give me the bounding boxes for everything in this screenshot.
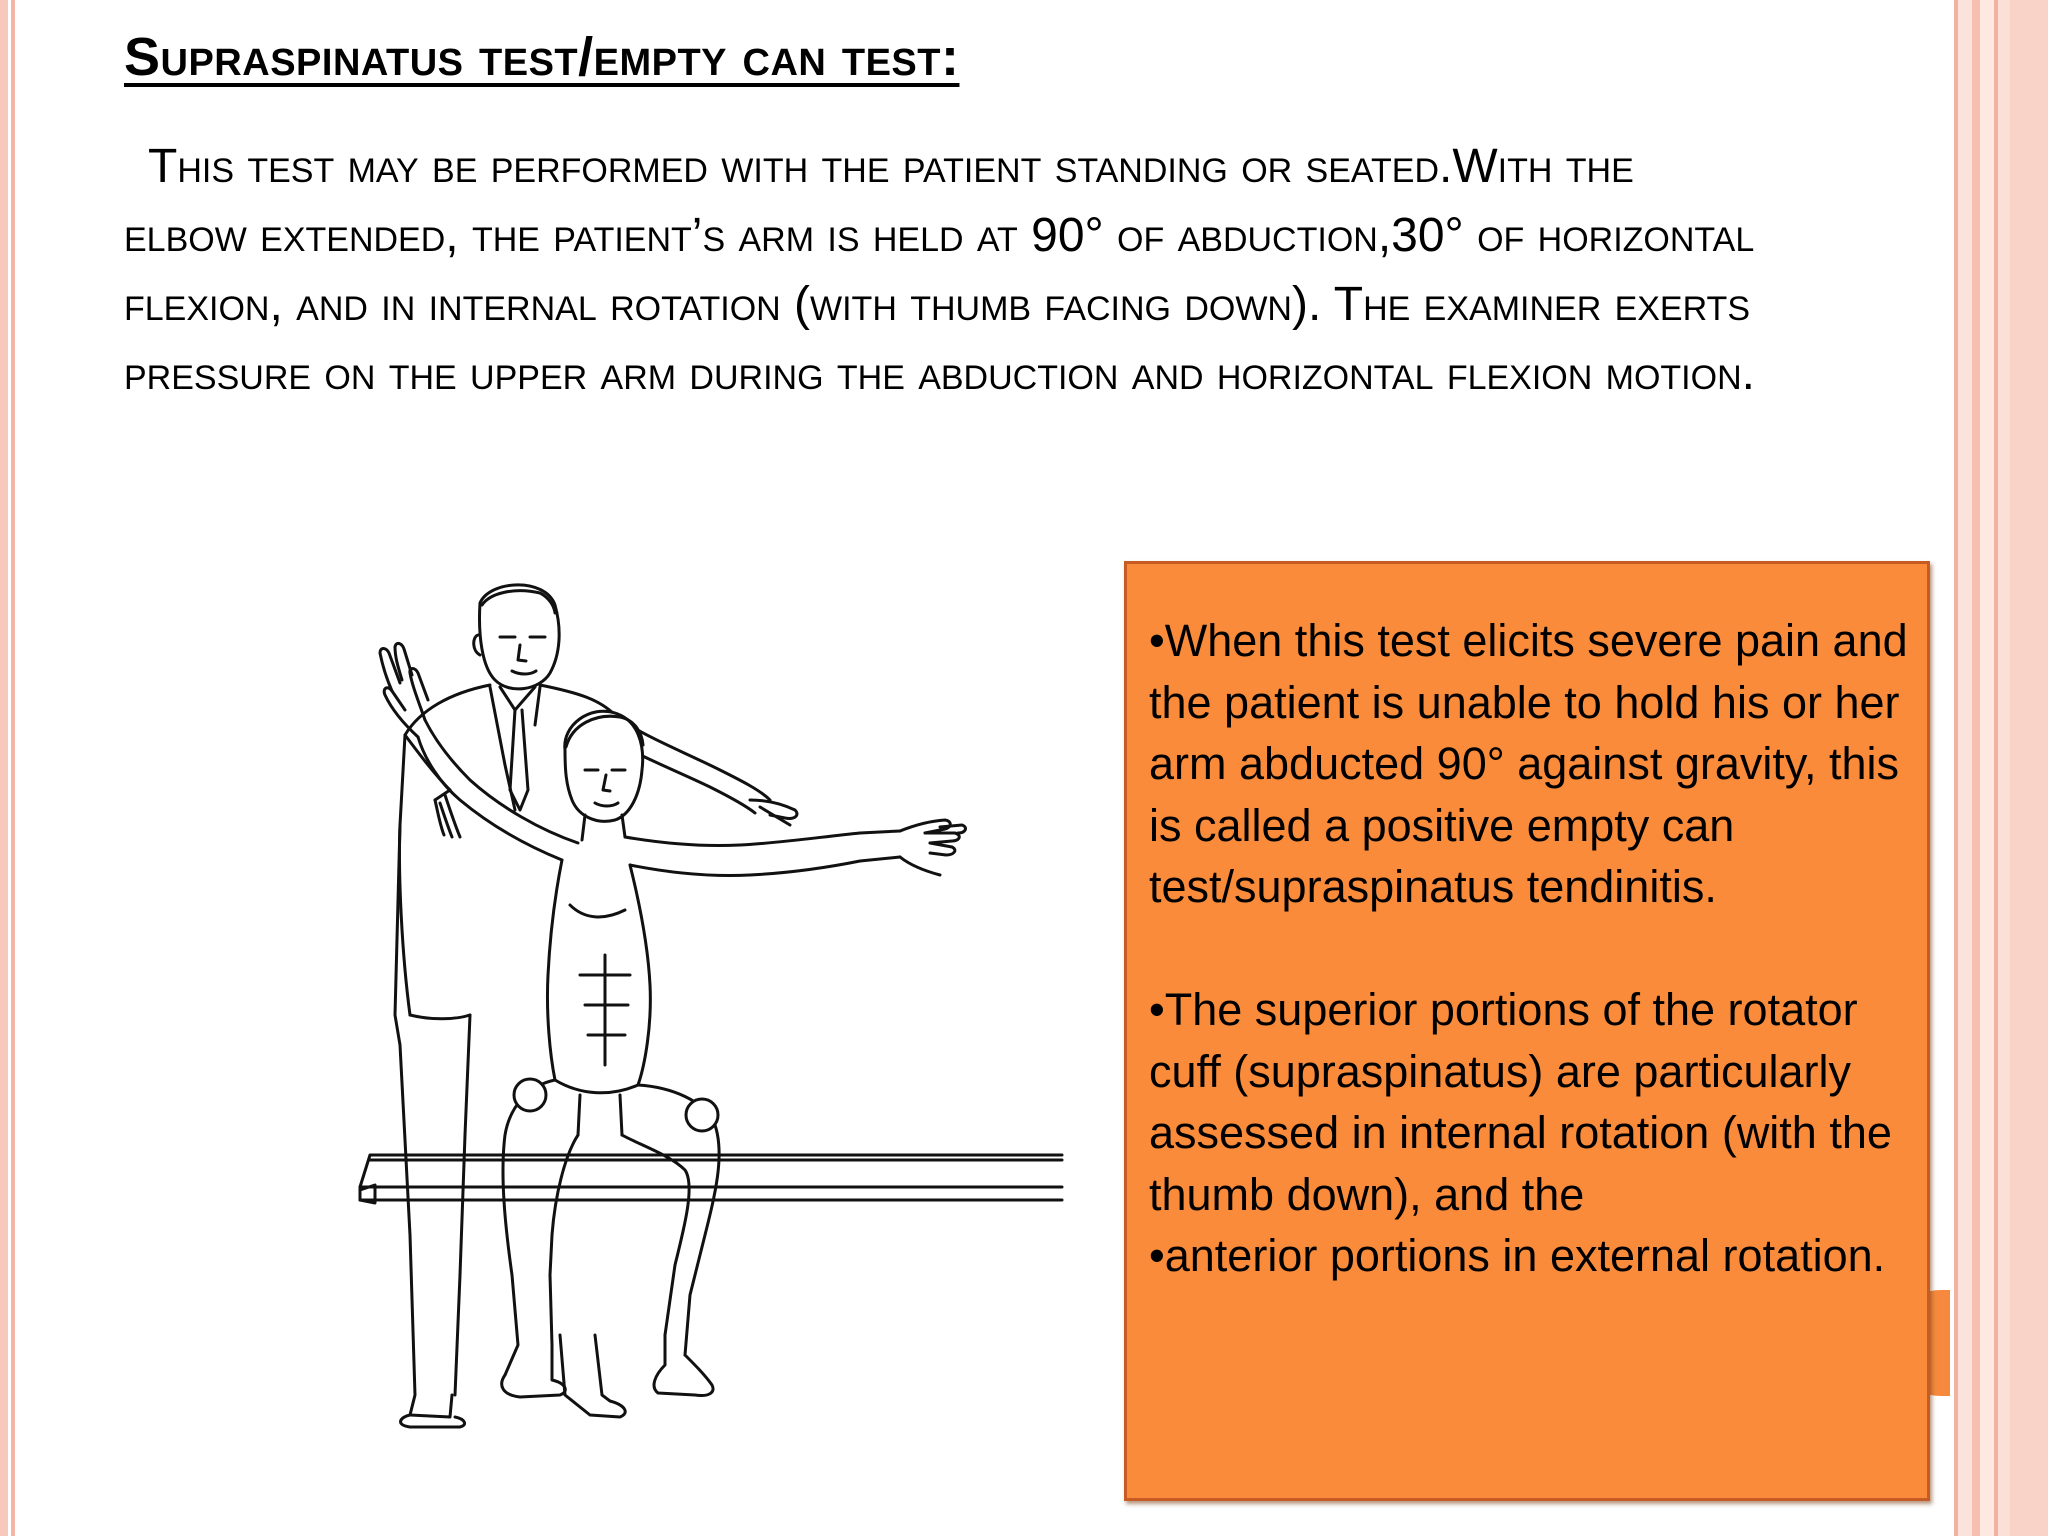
left-border-line — [11, 0, 15, 1536]
right-border-stripe-6 — [1998, 0, 2010, 1536]
right-border-stripe-3 — [1972, 0, 1980, 1536]
left-border-stripe — [0, 0, 8, 1536]
callout-spacer — [1149, 918, 1909, 980]
right-border-stripe-7 — [2010, 0, 2048, 1536]
slide-body-text: This test may be performed with the patient standing or seated.With the elbow extended, the patient’s arm is held at 90° of abduction,30° of horizontal flexion, and in internal rotation (with thumb facing down). The examiner exerts pressure on the upper arm during the abduction and horizontal flexion motion. — [124, 140, 1755, 400]
callout-paragraph-superior-portions: •The superior portions of the rotator cuff (supraspinatus) are particularly assessed in internal rotation (with the thumb down), and the — [1149, 984, 1892, 1220]
right-border-stripe-4 — [1980, 0, 1994, 1536]
info-callout-box — [1124, 561, 1930, 1501]
right-border-stripe-2 — [1958, 0, 1972, 1536]
callout-paragraph-positive-test: •When this test elicits severe pain and the patient is unable to hold his or her arm abducted 90° against gravity, this is called a positive empty can test/supraspinatus tendinitis. — [1149, 615, 1908, 912]
slide-title: Supraspinatus test/empty can test: — [124, 27, 960, 87]
empty-can-test-illustration — [340, 575, 1070, 1435]
patient-drawing — [380, 643, 965, 1397]
callout-paragraph-anterior-portions: •anterior portions in external rotation. — [1149, 1230, 1886, 1281]
